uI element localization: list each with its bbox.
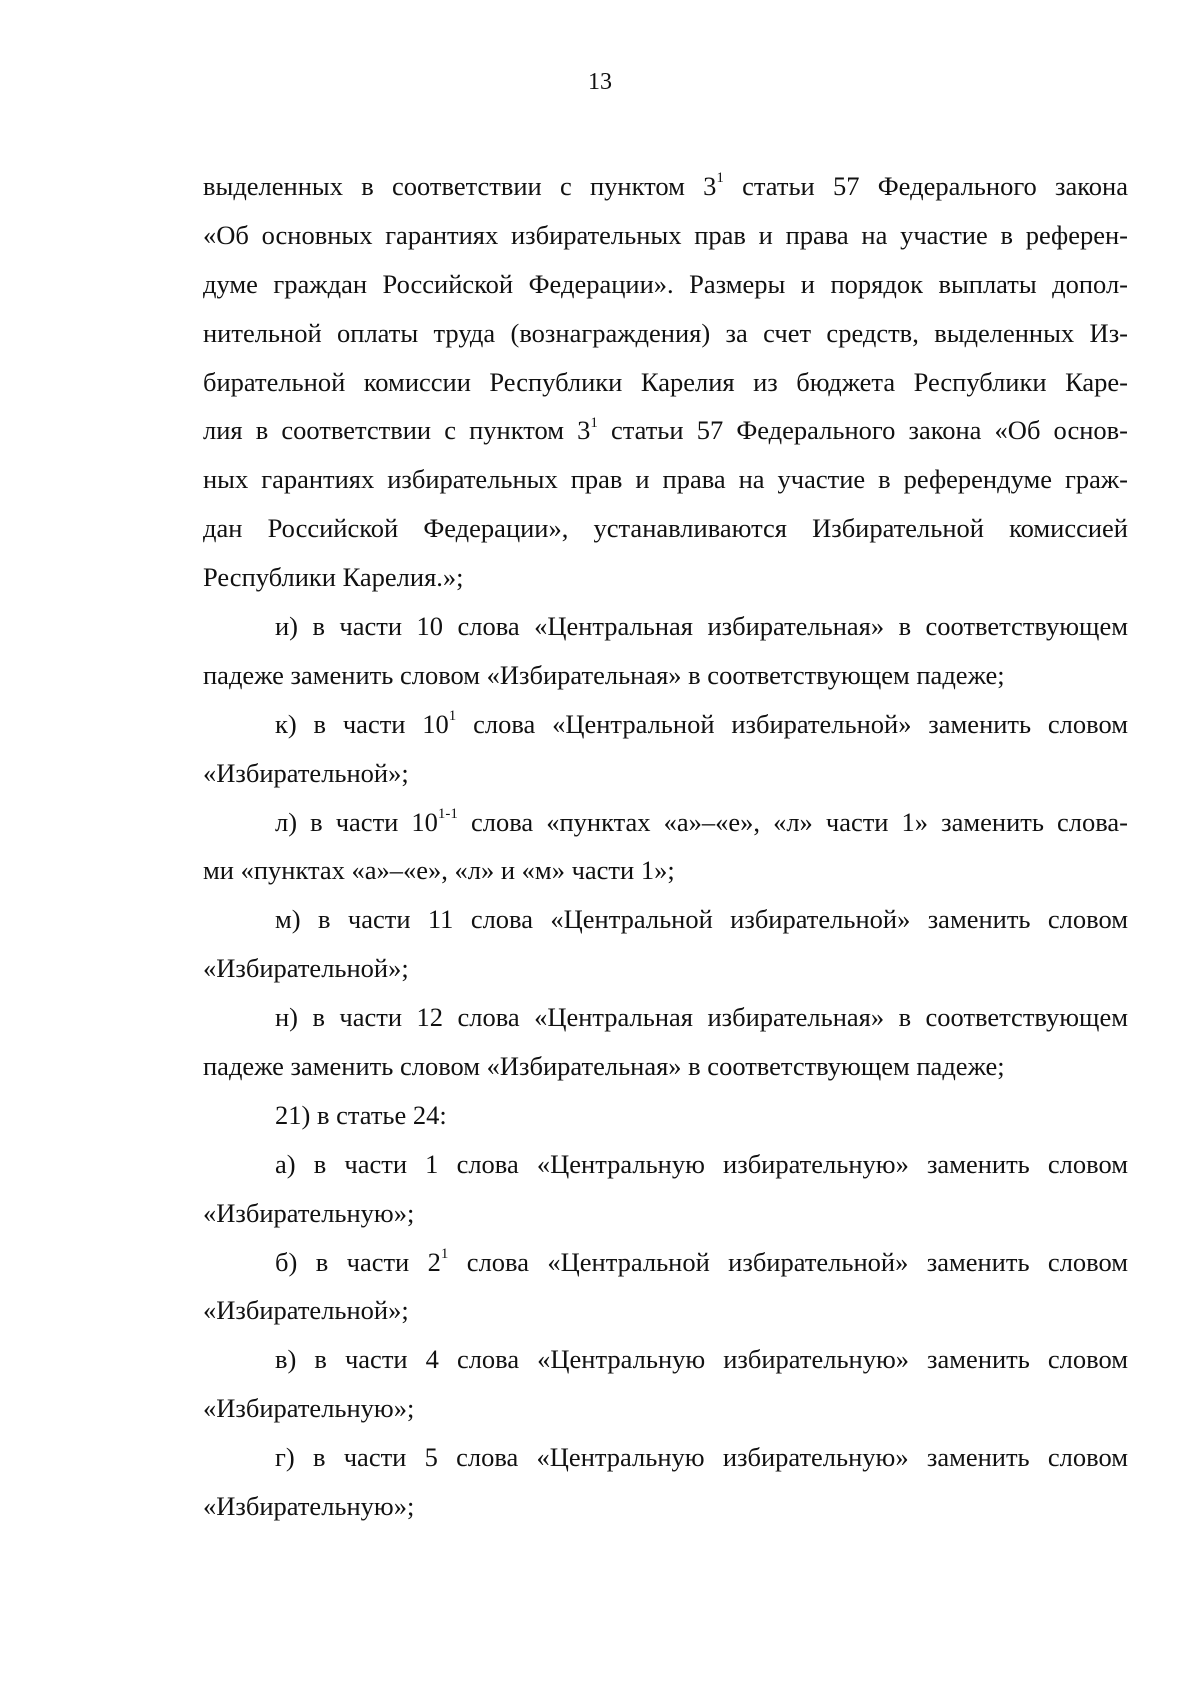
text-segment: ных гарантиях избирательных прав и права на участие в референдуме граж- xyxy=(203,464,1128,495)
text-segment: падеже заменить словом «Избирательная» в соответствующем падеже; xyxy=(203,659,1005,690)
text-line xyxy=(203,846,1128,895)
superscript: 1 xyxy=(590,414,598,431)
superscript: 1 xyxy=(440,1245,449,1262)
text-segment: в) в части 4 слова «Центральную избирательную» заменить словом xyxy=(275,1344,1128,1375)
text-line xyxy=(203,1238,1128,1287)
text-line xyxy=(203,553,1128,602)
text-line xyxy=(203,162,1128,211)
text-segment: «Избирательной»; xyxy=(203,757,409,788)
text-segment: дан Российской Федерации», устанавливаются Избирательной комиссией xyxy=(203,513,1128,544)
text-segment: думе граждан Российской Федерации». Размеры и порядок выплаты допол- xyxy=(203,268,1128,299)
superscript: 1-1 xyxy=(437,805,458,822)
text-line xyxy=(203,1091,1128,1140)
superscript: 1 xyxy=(716,170,724,187)
text-line xyxy=(203,602,1128,651)
text-line xyxy=(203,1286,1128,1335)
text-segment: слова «Центральной избирательной» заменить словом xyxy=(456,708,1129,739)
text-segment: и) в части 10 слова «Центральная избирательная» в соответствующем xyxy=(275,611,1128,642)
text-segment: слова «пунктах «а»–«е», «л» части 1» заменить слова- xyxy=(457,806,1128,837)
text-segment: н) в части 12 слова «Центральная избирательная» в соответствующем xyxy=(275,1002,1128,1033)
text-line xyxy=(203,651,1128,700)
page-number: 13 xyxy=(588,69,612,95)
text-segment: статьи 57 Федерального закона «Об основ- xyxy=(597,415,1128,446)
text-line xyxy=(203,749,1128,798)
document-body xyxy=(203,162,1128,1531)
text-line xyxy=(203,1189,1128,1238)
text-segment: к) в части 10 xyxy=(275,708,449,739)
text-line xyxy=(203,993,1128,1042)
text-line xyxy=(203,211,1128,260)
text-segment: б) в части 2 xyxy=(275,1246,441,1277)
text-segment: «Избирательную»; xyxy=(203,1197,415,1228)
text-line xyxy=(203,260,1128,309)
text-segment: лия в соответствии с пунктом 3 xyxy=(203,415,591,446)
text-segment: статьи 57 Федерального закона xyxy=(723,171,1128,201)
text-segment: 21) в статье 24: xyxy=(275,1099,447,1130)
text-segment: л) в части 10 xyxy=(275,806,438,837)
text-line xyxy=(203,309,1128,358)
text-segment: а) в части 1 слова «Центральную избирательную» заменить словом xyxy=(275,1148,1128,1179)
text-line xyxy=(203,1140,1128,1189)
text-line xyxy=(203,406,1128,455)
text-line xyxy=(203,944,1128,993)
text-line xyxy=(203,798,1128,847)
text-line xyxy=(203,1042,1128,1091)
text-line xyxy=(203,1433,1128,1482)
text-segment: Республики Карелия.»; xyxy=(203,562,464,593)
text-segment: ми «пунктах «а»–«е», «л» и «м» части 1»; xyxy=(203,855,675,886)
text-line xyxy=(203,455,1128,504)
text-segment: «Избирательную»; xyxy=(203,1491,415,1522)
text-line xyxy=(203,1335,1128,1384)
text-segment: нительной оплаты труда (вознаграждения) за счет средств, выделенных Из- xyxy=(203,317,1128,348)
text-segment: выделенных в соответствии с пунктом 3 xyxy=(203,171,717,201)
text-line xyxy=(203,504,1128,553)
text-line xyxy=(203,358,1128,407)
text-segment: м) в части 11 слова «Центральной избирательной» заменить словом xyxy=(275,904,1128,935)
text-segment: падеже заменить словом «Избирательная» в соответствующем падеже; xyxy=(203,1051,1005,1082)
text-segment: «Избирательной»; xyxy=(203,953,409,984)
text-segment: «Об основных гарантиях избирательных прав и права на участие в референ- xyxy=(203,219,1128,250)
text-line xyxy=(203,1482,1128,1531)
text-segment: «Избирательной»; xyxy=(203,1295,409,1326)
text-segment: г) в части 5 слова «Центральную избирательную» заменить словом xyxy=(275,1442,1128,1473)
text-segment: бирательной комиссии Республики Карелия из бюджета Республики Каре- xyxy=(203,366,1128,397)
text-line xyxy=(203,895,1128,944)
text-line xyxy=(203,700,1128,749)
superscript: 1 xyxy=(448,707,457,724)
text-segment: «Избирательную»; xyxy=(203,1393,415,1424)
text-segment: слова «Центральной избирательной» заменить словом xyxy=(448,1246,1129,1277)
text-line xyxy=(203,1384,1128,1433)
